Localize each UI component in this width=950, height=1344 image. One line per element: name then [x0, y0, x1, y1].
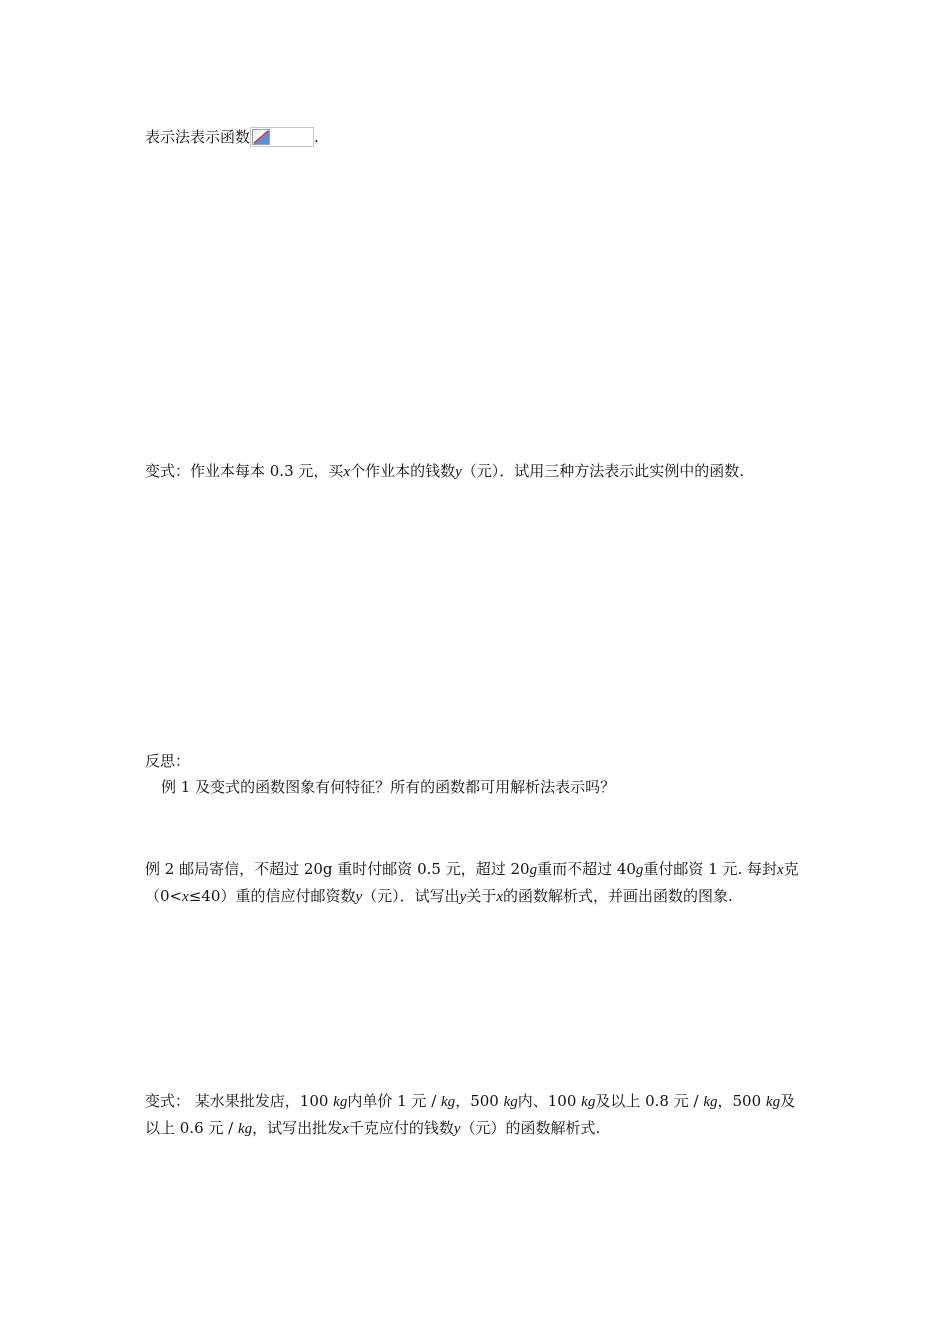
math-unit: kg: [237, 1121, 253, 1137]
math-var: g: [529, 862, 538, 878]
math-unit: kg: [765, 1094, 781, 1110]
text-segment: 例 2 邮局寄信，不超过 20g 重时付邮资 0.5 元，超过 20: [145, 860, 530, 878]
text-segment: 的函数解析式，并画出函数的图象.: [503, 887, 733, 905]
broken-image-icon: [250, 127, 314, 147]
math-var: x: [496, 889, 503, 905]
text-segment: 千克应付的钱数: [348, 1119, 454, 1137]
math-unit: kg: [441, 1094, 456, 1110]
text-segment: 及以上 0.6 元 /: [145, 1092, 796, 1137]
math-unit: kg: [333, 1094, 348, 1110]
paragraph-variant-2: [145, 1088, 810, 1142]
text-segment: 个作业本的钱数: [350, 462, 456, 480]
text-segment: 变式： 某水果批发店，100: [145, 1092, 334, 1110]
text-segment: （元）的函数解析式.: [460, 1119, 601, 1137]
text-segment: （元）．试用三种方法表示此实例中的函数.: [461, 462, 745, 480]
math-var: x: [182, 889, 189, 905]
math-var: y: [459, 889, 467, 905]
text-segment: 重付邮资 1 元. 每封: [643, 860, 778, 878]
math-var: x: [343, 464, 351, 480]
math-var: g: [635, 862, 644, 878]
math-var: y: [453, 1121, 461, 1137]
text-segment: 内、100: [517, 1092, 582, 1110]
math-var: x: [342, 1121, 349, 1137]
reflection-question: 例 1 及变式的函数图象有何特征？所有的函数都可用解析法表示吗？: [161, 778, 616, 796]
math-var: x: [777, 862, 784, 878]
math-unit: kg: [703, 1094, 718, 1110]
text-segment: ≤40）重的信应付邮资数: [188, 887, 356, 905]
text-segment: ，试写出批发: [252, 1119, 343, 1137]
text-segment: 克（0<: [145, 860, 799, 905]
reflection-title: 反思：: [145, 752, 191, 770]
text-segment: （元）．试写出: [362, 887, 460, 905]
math-unit: kg: [503, 1094, 518, 1110]
math-var: y: [355, 889, 363, 905]
text-segment: ，500: [717, 1092, 766, 1110]
text-segment: 重而不超过 40: [537, 860, 636, 878]
paragraph-example-2: [145, 856, 810, 910]
text-segment: 变式：作业本每本 0.3 元，买: [145, 462, 344, 480]
intro-tail: .: [314, 128, 319, 146]
text-segment: 内单价 1 元 /: [347, 1092, 442, 1110]
paragraph-intro: [145, 124, 810, 150]
text-segment: 关于: [466, 887, 497, 905]
text-segment: 及以上 0.8 元 /: [595, 1092, 704, 1110]
text-segment: ，500: [455, 1092, 504, 1110]
paragraph-variant-1: [145, 458, 810, 485]
intro-text: 表示法表示函数: [145, 128, 251, 146]
math-unit: kg: [581, 1094, 596, 1110]
math-var: y: [455, 464, 462, 480]
